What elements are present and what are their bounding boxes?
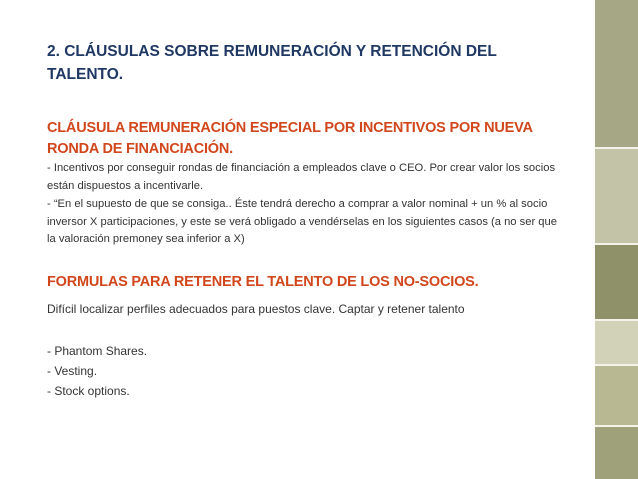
clause-paragraph-1: - Incentivos por conseguir rondas de financiación a empleados clave o CEO. Por crear valor los socios están dispuestos a incentivarle. (47, 162, 556, 192)
sidebar-band (595, 366, 638, 425)
sidebar-band (595, 0, 638, 147)
clause-heading: CLÁUSULA REMUNERACIÓN ESPECIAL POR INCENTIVOS POR NUEVA RONDA DE FINANCIACIÓN. (47, 120, 533, 157)
sidebar-band (595, 149, 638, 243)
sidebar-band (595, 321, 638, 364)
clause-paragraph-2: - “En el supuesto de que se consiga.. Éste tendrá derecho a comprar a valor nominal + un % al socio inversor X participaciones, y este se verá obligado a vendérselas en los siguientes casos (a no ser que la valoración premoney sea inferior a X) (47, 198, 557, 245)
list-item: - Phantom Shares. (47, 344, 148, 358)
list-item: - Vesting. (47, 364, 98, 378)
section-heading: FORMULAS PARA RETENER EL TALENTO DE LOS NO-SOCIOS. (47, 274, 479, 290)
section-text: Difícil localizar perfiles adecuados para puestos clave. Captar y retener talento (47, 302, 465, 316)
sidebar-band (595, 245, 638, 319)
sidebar-band (595, 427, 638, 479)
slide-title: 2. CLÁUSULAS SOBRE REMUNERACIÓN Y RETENCIÓN DEL TALENTO. (47, 43, 497, 83)
decorative-sidebar (595, 0, 638, 479)
talent-retention-list (47, 341, 147, 401)
list-item: - Stock options. (47, 384, 130, 398)
